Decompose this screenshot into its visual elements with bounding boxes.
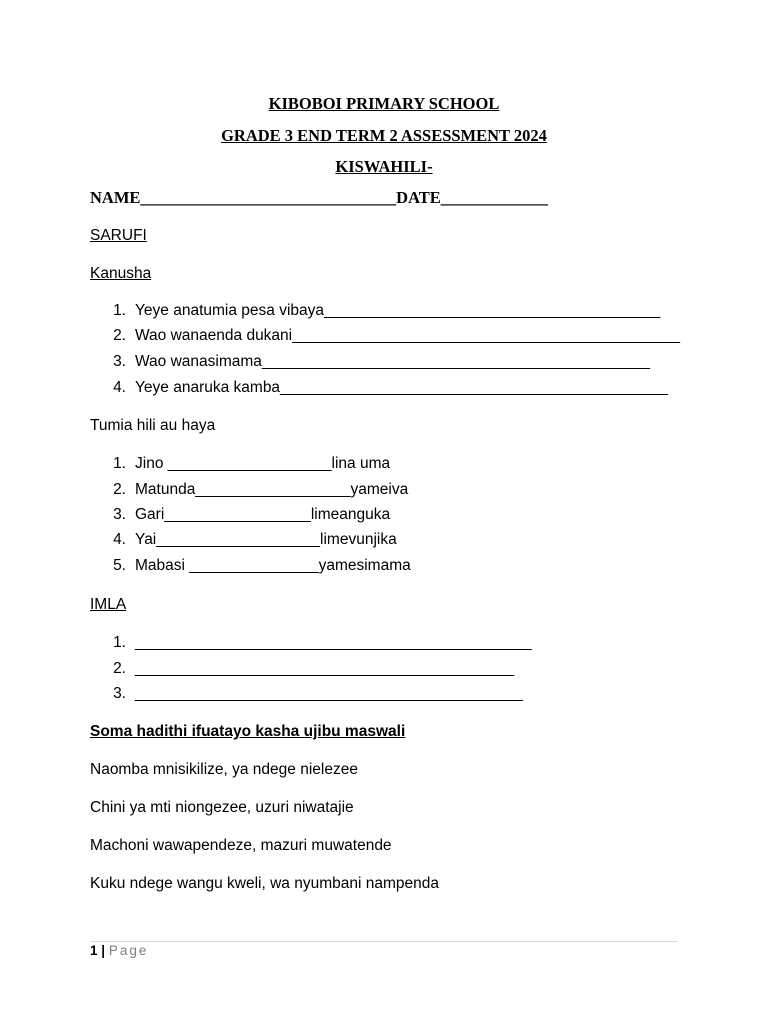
poem-line: Naomba mnisikilize, ya ndege nielezee	[90, 761, 358, 778]
page-label: Page	[108, 943, 149, 958]
poem-line: Machoni wawapendeze, mazuri muwatende	[90, 837, 392, 854]
section-imla-heading: IMLA	[90, 596, 127, 613]
document-page: KIBOBOI PRIMARY SCHOOL GRADE 3 END TERM 2 ASSESSMENT 2024 KISWAHILI- NAME_______________________________DATE_____________ SARUFI Kanusha 1. Yeye anatumia pesa vibaya_______________________________________ 2. Wao wanaenda dukani_____________________________________________ 3. Wao wanasimama_____________________________________________ 4. Yeye anaruka kamba_____________________________________________ Tumia hili au haya 1. Jino ___________________lina uma 2. Matunda__________________yameiva 3. Gari_________________limeanguka 4. Yai___________________limevunjika 5. Mabasi _______________yamesimama IMLA 1. ______________________________________________ 2. ____________________________________________ 3. _____________________________________________ Soma hadithi ifuatayo kasha ujibu maswali Naomba mnisikilize, ya ndege nielezee Chini ya mti niongezee, uzuri niwatajie Machoni wawapendeze, mazuri muwatende Kuku ndege wangu kweli, wa nyumbani nampenda 1 | Page	[0, 0, 768, 1024]
section-soma-heading: Soma hadithi ifuatayo kasha ujibu maswali	[90, 723, 406, 740]
page-footer	[90, 943, 148, 958]
footer-divider	[90, 941, 678, 942]
name-date-line: NAME_______________________________DATE_____________	[90, 188, 549, 207]
poem-line: Chini ya mti niongezee, uzuri niwatajie	[90, 799, 354, 816]
section-kanusha-heading: Kanusha	[90, 265, 152, 282]
school-title: KIBOBOI PRIMARY SCHOOL	[268, 94, 500, 113]
assessment-title: GRADE 3 END TERM 2 ASSESSMENT 2024	[221, 126, 547, 145]
page-separator: |	[101, 943, 106, 958]
section-tumia-heading: Tumia hili au haya	[90, 417, 216, 434]
section-sarufi-heading: SARUFI	[90, 227, 147, 244]
page-number: 1	[90, 943, 98, 958]
subject-title: KISWAHILI-	[335, 157, 433, 176]
poem-line: Kuku ndege wangu kweli, wa nyumbani nampenda	[90, 875, 439, 892]
